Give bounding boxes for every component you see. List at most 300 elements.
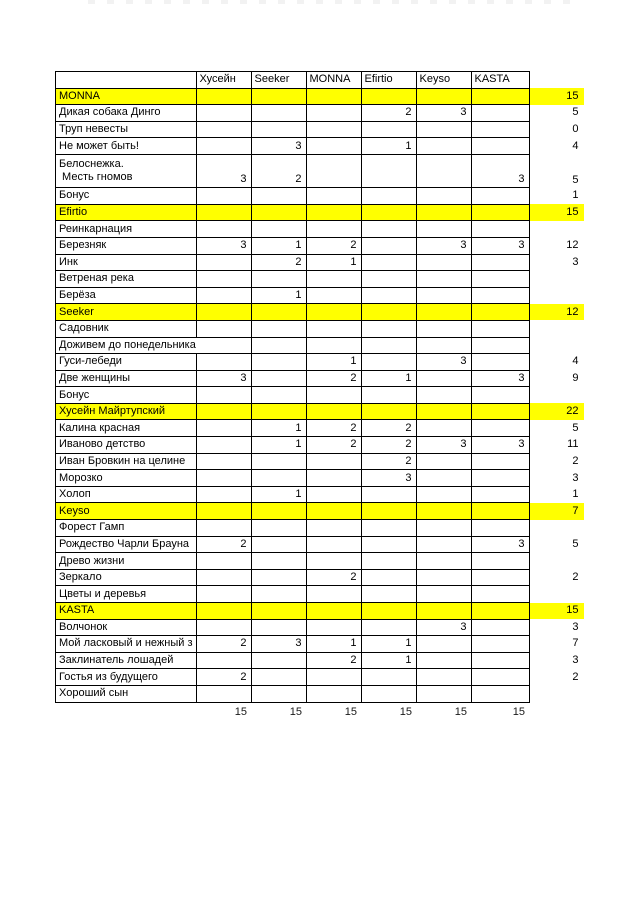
score-cell <box>471 105 529 122</box>
section-label: Seeker <box>56 304 197 321</box>
footer-total-5: 15 <box>454 705 467 718</box>
row-total: 12 <box>566 239 579 252</box>
row-label: Не может быть! <box>56 138 197 155</box>
score-cell: 1 <box>361 370 416 387</box>
data-row <box>56 486 585 503</box>
score-cell <box>251 370 306 387</box>
score-cell <box>306 619 361 636</box>
row-total <box>529 221 584 238</box>
score-cell <box>196 320 251 337</box>
score-cell: 1 <box>361 636 416 653</box>
score-cell: 1 <box>251 420 306 437</box>
score-cell <box>251 685 306 702</box>
score-cell: 2 <box>196 669 251 686</box>
section-label: KASTA <box>56 603 197 620</box>
score-cell: 2 <box>361 453 416 470</box>
score-cell <box>251 188 306 205</box>
score-cell <box>361 154 416 187</box>
score-cell <box>471 271 529 288</box>
score-cell: 3 <box>251 636 306 653</box>
row-label-line1: Белоснежка. <box>59 158 124 171</box>
score-cell <box>306 304 361 321</box>
score-cell <box>471 387 529 404</box>
score-cell: 3 <box>361 470 416 487</box>
row-total: 2 <box>572 571 579 584</box>
score-cell <box>306 403 361 420</box>
score-cell <box>306 387 361 404</box>
score-cell <box>471 652 529 669</box>
score-cell <box>196 254 251 271</box>
score-cell <box>306 603 361 620</box>
section-row <box>56 403 585 420</box>
score-cell <box>471 254 529 271</box>
score-cell <box>416 536 471 553</box>
corner-cell <box>56 72 197 89</box>
score-cell <box>416 221 471 238</box>
score-cell <box>251 603 306 620</box>
score-cell <box>196 287 251 304</box>
score-cell <box>471 121 529 138</box>
score-cell <box>196 121 251 138</box>
score-cell <box>306 105 361 122</box>
score-cell <box>306 470 361 487</box>
score-cell <box>416 154 471 187</box>
row-label: Иван Бровкин на целине <box>56 453 197 470</box>
row-label: Древо жизни <box>56 553 197 570</box>
score-cell: 3 <box>471 437 529 454</box>
score-cell: 2 <box>306 370 361 387</box>
score-cell <box>361 88 416 105</box>
row-total: 9 <box>572 371 579 384</box>
score-cell <box>471 337 529 354</box>
score-cell <box>361 188 416 205</box>
score-cell <box>196 685 251 702</box>
score-cell <box>416 636 471 653</box>
score-cell <box>471 88 529 105</box>
score-cell <box>416 287 471 304</box>
score-cell <box>416 337 471 354</box>
score-cell <box>196 619 251 636</box>
score-cell <box>471 453 529 470</box>
row-label: Дикая собака Динго <box>56 105 197 122</box>
row-total: 5 <box>572 421 579 434</box>
score-cell: 2 <box>306 569 361 586</box>
score-cell <box>251 619 306 636</box>
score-cell <box>196 138 251 155</box>
data-row <box>56 271 585 288</box>
score-cell: 3 <box>471 536 529 553</box>
score-cell <box>306 486 361 503</box>
score-cell: 3 <box>416 619 471 636</box>
score-cell <box>416 503 471 520</box>
score-cell: 3 <box>416 237 471 254</box>
row-label: Заклинатель лошадей <box>56 652 197 669</box>
score-cell: 1 <box>251 486 306 503</box>
score-cell: 1 <box>251 287 306 304</box>
row-label: Холоп <box>56 486 197 503</box>
score-cell <box>471 553 529 570</box>
score-cell <box>416 685 471 702</box>
row-label <box>56 154 197 187</box>
score-cell <box>416 370 471 387</box>
row-total: 5 <box>572 537 579 550</box>
score-cell <box>251 503 306 520</box>
row-total <box>529 520 584 537</box>
score-cell <box>306 121 361 138</box>
score-cell <box>251 586 306 603</box>
score-cell <box>361 221 416 238</box>
score-cell <box>361 586 416 603</box>
column-header-6: KASTA <box>471 72 529 89</box>
score-cell: 3 <box>196 237 251 254</box>
score-cell: 2 <box>306 420 361 437</box>
score-cell <box>251 520 306 537</box>
section-total: 15 <box>529 603 584 620</box>
score-cell <box>251 121 306 138</box>
section-label: Keyso <box>56 503 197 520</box>
score-cell <box>416 553 471 570</box>
section-label: Хусейн Майртупский <box>56 403 197 420</box>
score-cell <box>416 669 471 686</box>
data-row <box>56 287 585 304</box>
score-cell <box>471 636 529 653</box>
row-total <box>529 553 584 570</box>
score-cell <box>306 154 361 187</box>
row-total: 11 <box>567 438 579 451</box>
footer-total-4: 15 <box>399 705 412 718</box>
section-row <box>56 603 585 620</box>
score-cell <box>196 586 251 603</box>
score-cell <box>361 619 416 636</box>
score-cell <box>361 204 416 221</box>
score-cell <box>306 320 361 337</box>
data-row <box>56 254 585 271</box>
score-cell <box>471 520 529 537</box>
score-cell <box>416 387 471 404</box>
row-total <box>529 271 584 288</box>
row-total: 3 <box>572 471 579 484</box>
score-cell <box>416 520 471 537</box>
data-row <box>56 669 585 686</box>
score-cell <box>416 569 471 586</box>
row-total <box>529 320 584 337</box>
row-label: Две женщины <box>56 370 197 387</box>
score-cell <box>361 553 416 570</box>
score-cell <box>251 337 306 354</box>
score-cell <box>361 403 416 420</box>
totals-column-header-empty <box>529 72 584 89</box>
score-cell <box>196 304 251 321</box>
score-cell <box>416 204 471 221</box>
section-total: 7 <box>529 503 584 520</box>
row-label: Форест Гамп <box>56 520 197 537</box>
score-cell <box>471 221 529 238</box>
row-label: Зеркало <box>56 569 197 586</box>
score-cell <box>306 669 361 686</box>
row-total: 4 <box>572 355 579 368</box>
column-header-4: Efirtio <box>361 72 416 89</box>
row-total <box>529 287 584 304</box>
data-row <box>56 586 585 603</box>
score-cell <box>471 188 529 205</box>
row-label: Ветреная река <box>56 271 197 288</box>
score-cell <box>416 254 471 271</box>
data-row <box>56 453 585 470</box>
data-row <box>56 536 585 553</box>
score-cell <box>196 88 251 105</box>
score-cell <box>361 237 416 254</box>
row-label: Реинкарнация <box>56 221 197 238</box>
row-label: Инк <box>56 254 197 271</box>
score-cell <box>251 403 306 420</box>
score-cell <box>251 470 306 487</box>
section-total: 15 <box>529 204 584 221</box>
score-cell: 3 <box>471 370 529 387</box>
score-cell <box>471 685 529 702</box>
score-cell <box>361 354 416 371</box>
score-cell <box>306 503 361 520</box>
score-cell <box>416 304 471 321</box>
score-cell <box>306 287 361 304</box>
score-cell <box>196 271 251 288</box>
score-cell: 3 <box>471 154 529 187</box>
row-total <box>529 586 584 603</box>
score-cell <box>361 503 416 520</box>
data-row <box>56 320 585 337</box>
data-row <box>56 121 585 138</box>
data-row <box>56 370 585 387</box>
row-total: 1 <box>572 488 579 501</box>
score-cell <box>471 420 529 437</box>
score-cell <box>196 437 251 454</box>
score-cell <box>471 470 529 487</box>
score-cell <box>361 337 416 354</box>
score-cell <box>361 520 416 537</box>
section-total: 15 <box>529 88 584 105</box>
score-cell <box>361 685 416 702</box>
column-header-5: Keyso <box>416 72 471 89</box>
score-cell <box>471 503 529 520</box>
score-cell <box>471 569 529 586</box>
score-cell <box>361 387 416 404</box>
page-top-artifact <box>88 0 582 4</box>
row-label: Гуси-лебеди <box>56 354 197 371</box>
score-cell <box>196 520 251 537</box>
section-label: MONNA <box>56 88 197 105</box>
score-cell <box>416 188 471 205</box>
score-cell <box>361 304 416 321</box>
score-cell <box>416 652 471 669</box>
score-cell: 3 <box>251 138 306 155</box>
column-header-3: MONNA <box>306 72 361 89</box>
score-cell <box>416 420 471 437</box>
score-cell <box>416 603 471 620</box>
score-cell: 1 <box>306 354 361 371</box>
data-row <box>56 221 585 238</box>
score-cell <box>251 354 306 371</box>
score-cell <box>471 138 529 155</box>
row-label: Гостья из будущего <box>56 669 197 686</box>
data-row <box>56 154 585 187</box>
footer-row <box>56 702 585 722</box>
score-cell: 3 <box>416 354 471 371</box>
data-row <box>56 636 585 653</box>
score-cell <box>416 320 471 337</box>
score-cell <box>306 586 361 603</box>
score-cell <box>416 121 471 138</box>
score-cell <box>471 486 529 503</box>
column-header-2: Seeker <box>251 72 306 89</box>
data-row <box>56 188 585 205</box>
row-label: Волчонок <box>56 619 197 636</box>
score-cell <box>196 553 251 570</box>
data-row <box>56 354 585 371</box>
spreadsheet-page <box>55 71 585 722</box>
score-cell: 2 <box>251 254 306 271</box>
data-row <box>56 685 585 702</box>
section-label: Efirtio <box>56 204 197 221</box>
row-label: Доживем до понедельника <box>56 337 252 354</box>
score-cell <box>196 603 251 620</box>
row-total: 4 <box>572 139 579 152</box>
score-cell <box>306 188 361 205</box>
score-cell <box>251 304 306 321</box>
score-cell <box>361 320 416 337</box>
row-total <box>529 337 584 354</box>
score-cell <box>196 470 251 487</box>
score-cell <box>361 271 416 288</box>
data-row <box>56 619 585 636</box>
row-total: 1 <box>572 189 579 202</box>
score-table <box>55 71 585 722</box>
score-cell <box>251 320 306 337</box>
data-row <box>56 387 585 404</box>
row-label: Цветы и деревья <box>56 586 197 603</box>
score-cell <box>471 287 529 304</box>
row-label: Садовник <box>56 320 197 337</box>
score-cell <box>361 536 416 553</box>
score-cell <box>196 204 251 221</box>
score-cell <box>471 320 529 337</box>
row-label: Калина красная <box>56 420 197 437</box>
section-row <box>56 88 585 105</box>
row-label: Труп невесты <box>56 121 197 138</box>
row-total: 7 <box>572 637 579 650</box>
row-label: Мой ласковый и нежный з <box>56 636 197 653</box>
score-cell <box>251 105 306 122</box>
score-cell <box>196 221 251 238</box>
score-cell: 1 <box>251 237 306 254</box>
row-label: Морозко <box>56 470 197 487</box>
row-total <box>529 685 584 702</box>
score-cell <box>196 486 251 503</box>
score-cell <box>361 569 416 586</box>
row-total: 5 <box>572 173 579 186</box>
score-cell <box>251 221 306 238</box>
score-cell <box>416 88 471 105</box>
score-cell: 2 <box>361 437 416 454</box>
data-row <box>56 237 585 254</box>
data-row <box>56 652 585 669</box>
score-cell <box>361 486 416 503</box>
score-cell <box>251 553 306 570</box>
score-cell <box>306 520 361 537</box>
score-cell <box>196 403 251 420</box>
data-row <box>56 553 585 570</box>
score-cell <box>471 403 529 420</box>
score-cell <box>416 453 471 470</box>
score-cell <box>306 271 361 288</box>
score-cell: 2 <box>361 105 416 122</box>
data-row <box>56 437 585 454</box>
score-cell: 1 <box>361 652 416 669</box>
section-total: 12 <box>529 304 584 321</box>
score-cell: 3 <box>196 154 251 187</box>
footer-total-2: 15 <box>289 705 302 718</box>
row-total: 2 <box>572 670 579 683</box>
score-cell: 1 <box>306 636 361 653</box>
row-label-line2: Месть гномов <box>59 171 133 184</box>
score-cell <box>306 536 361 553</box>
score-cell <box>361 603 416 620</box>
score-cell <box>471 586 529 603</box>
footer-total-6: 15 <box>512 705 525 718</box>
header-row <box>56 72 585 89</box>
data-row <box>56 520 585 537</box>
column-header-1: Хусейн <box>196 72 251 89</box>
row-label: Бонус <box>56 188 197 205</box>
score-cell: 2 <box>306 237 361 254</box>
score-cell <box>196 105 251 122</box>
score-cell <box>361 121 416 138</box>
row-total: 2 <box>572 454 579 467</box>
score-cell <box>306 553 361 570</box>
score-cell <box>306 337 361 354</box>
score-cell <box>251 669 306 686</box>
row-label: Иваново детство <box>56 437 197 454</box>
score-cell: 2 <box>306 437 361 454</box>
data-row <box>56 138 585 155</box>
score-cell <box>306 453 361 470</box>
score-cell <box>416 486 471 503</box>
row-label: Рождество Чарли Брауна <box>56 536 197 553</box>
score-cell <box>251 88 306 105</box>
score-cell <box>416 403 471 420</box>
score-cell: 1 <box>306 254 361 271</box>
score-cell: 3 <box>416 105 471 122</box>
score-cell <box>196 188 251 205</box>
row-total: 5 <box>572 106 579 119</box>
row-total <box>529 387 584 404</box>
section-row <box>56 304 585 321</box>
score-cell: 2 <box>196 636 251 653</box>
score-cell <box>306 204 361 221</box>
score-cell <box>306 221 361 238</box>
score-cell <box>196 387 251 404</box>
row-label: Березняк <box>56 237 197 254</box>
row-label: Бонус <box>56 387 197 404</box>
score-cell <box>361 254 416 271</box>
row-total: 3 <box>572 620 579 633</box>
score-cell <box>196 453 251 470</box>
score-table-body <box>56 72 585 722</box>
score-cell: 3 <box>196 370 251 387</box>
score-cell <box>251 453 306 470</box>
score-cell: 3 <box>416 437 471 454</box>
data-row <box>56 569 585 586</box>
score-cell <box>251 387 306 404</box>
score-cell <box>196 503 251 520</box>
